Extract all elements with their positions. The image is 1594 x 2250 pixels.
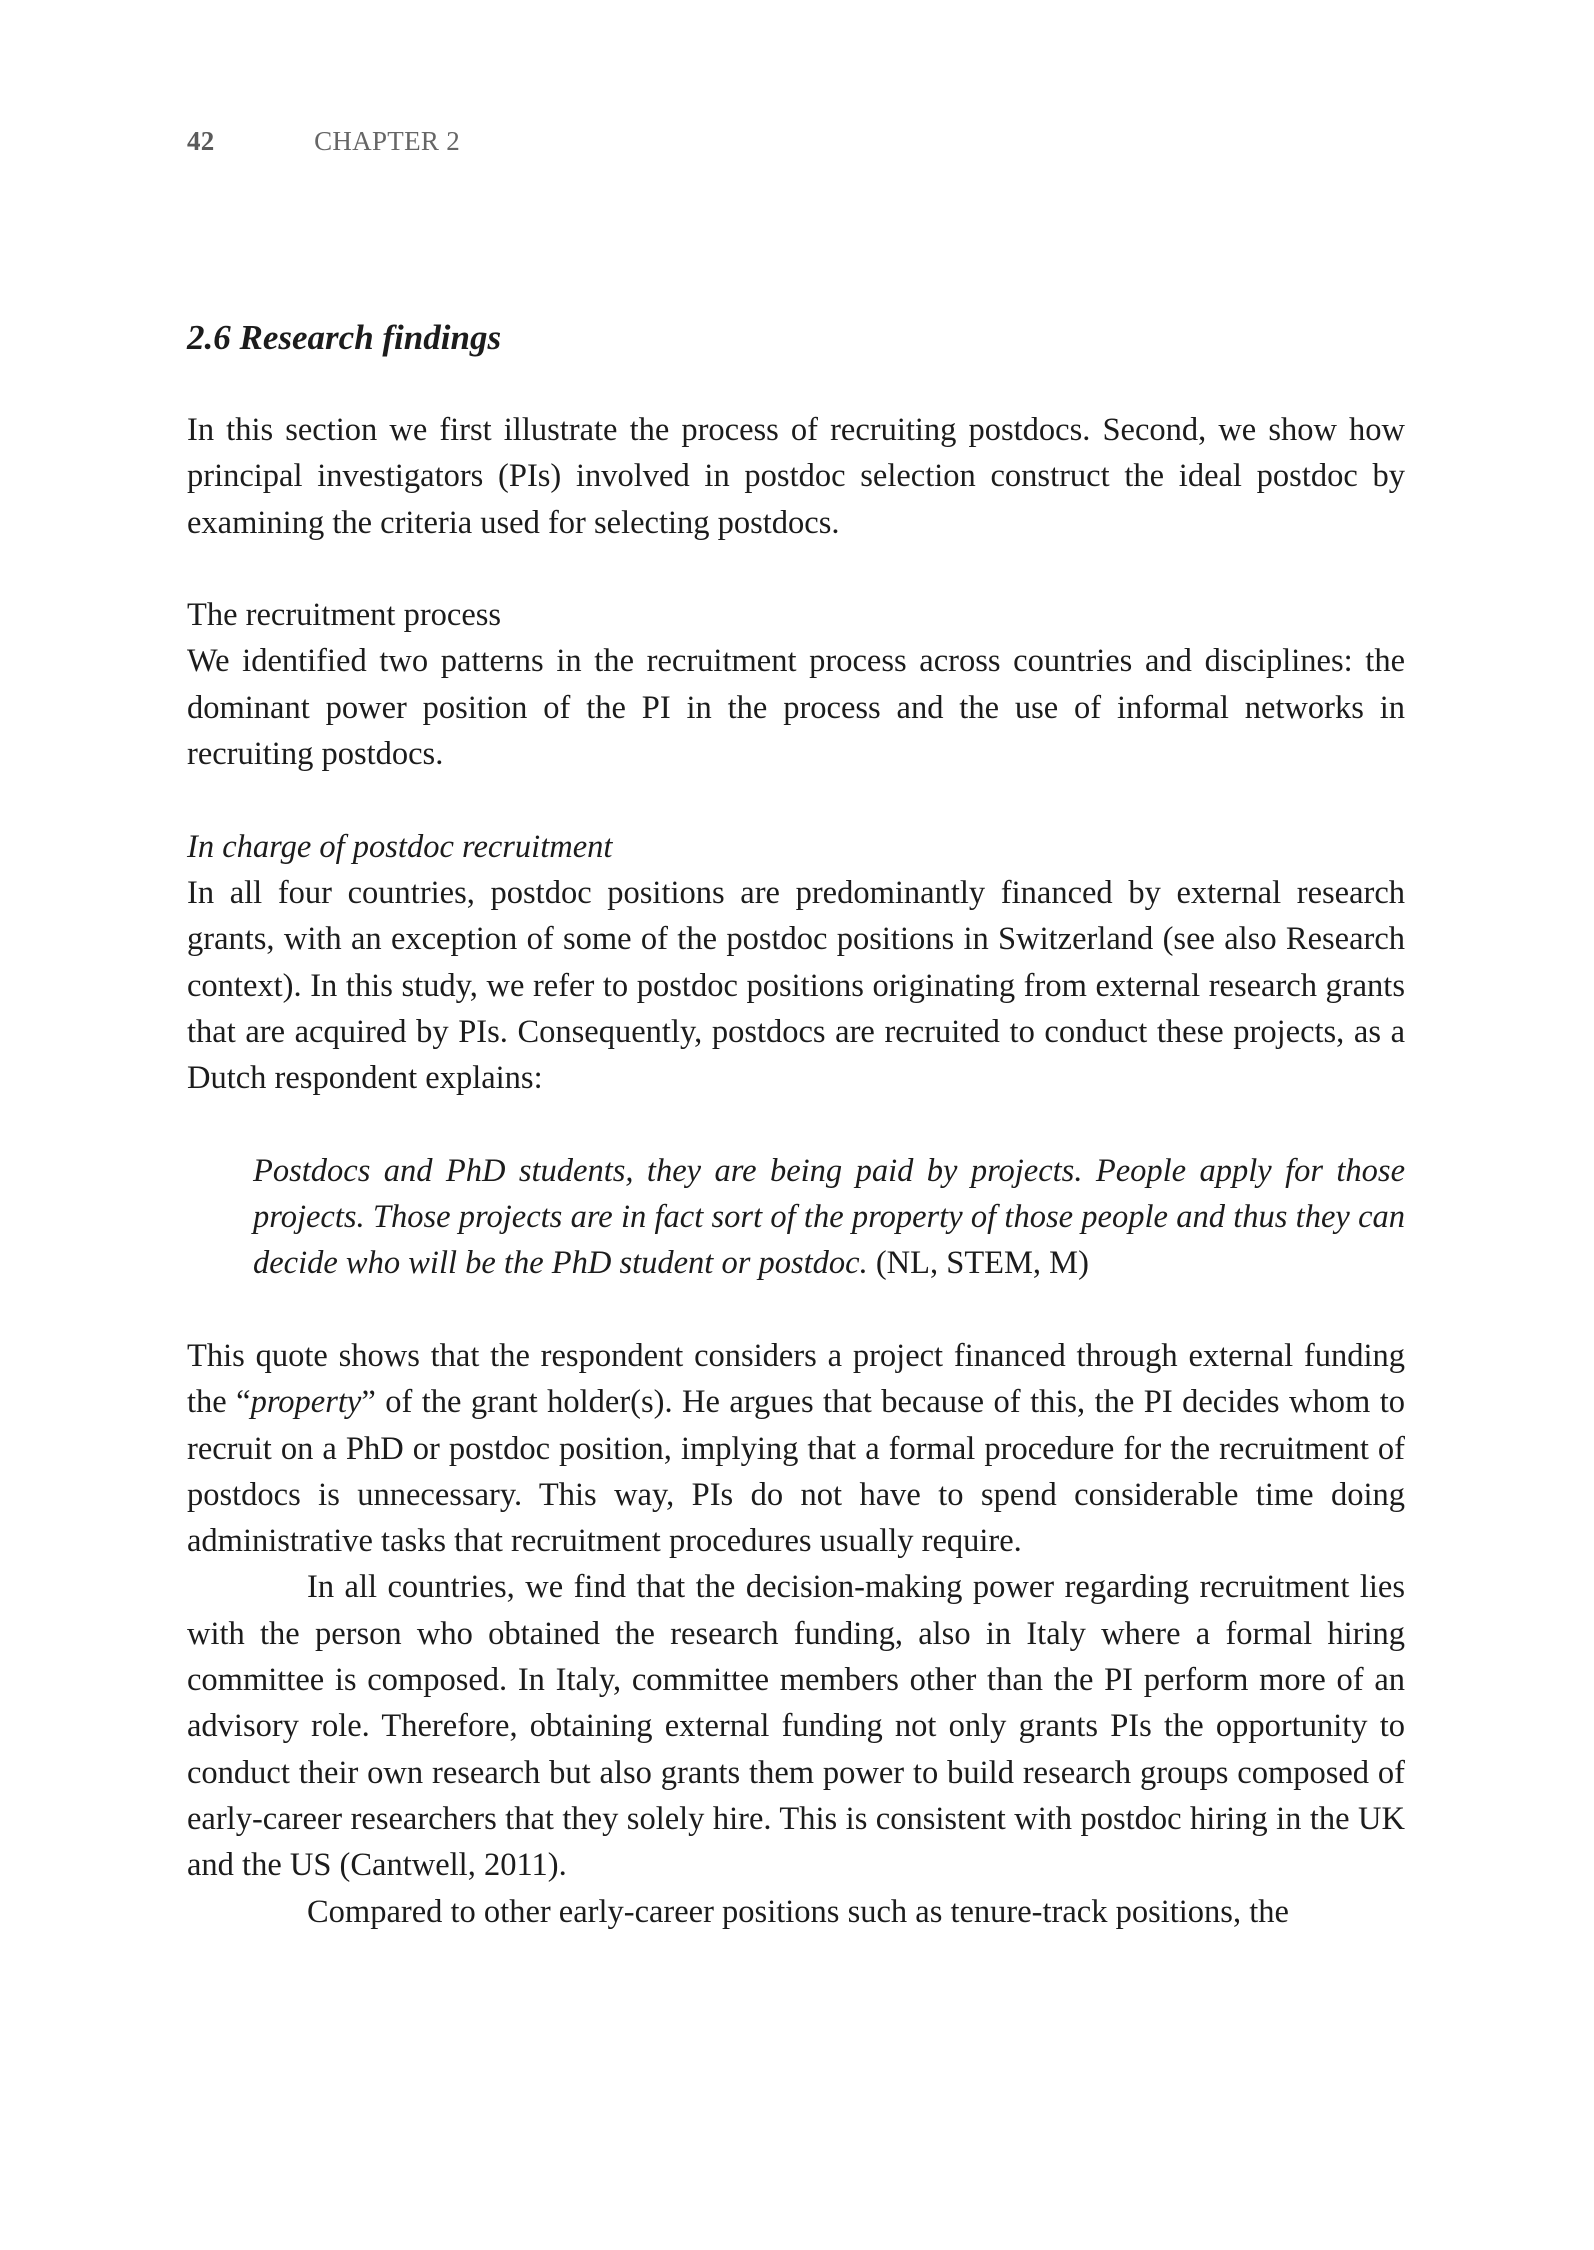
recruitment-process-heading: The recruitment process xyxy=(187,597,502,634)
analysis-p1-after: ” of the grant holder(s). He argues that because of this, the PI decides whom to recruit on a PhD or postdoc position, implying that a formal procedure for the recruitment of postdocs is unnecessary. This way, PIs do not have to spend considerable time doing administrative tasks that recruitment procedures usually require. xyxy=(187,1384,1405,1560)
quote-attribution: (NL, STEM, M) xyxy=(875,1245,1089,1282)
analysis-paragraph-3: Compared to other early-career positions such as tenure-track positions, the xyxy=(307,1893,1289,1930)
in-charge-heading: In charge of postdoc recruitment xyxy=(187,828,613,865)
running-head xyxy=(187,126,460,157)
chapter-label: CHAPTER 2 xyxy=(314,126,461,156)
in-charge-paragraph: In all four countries, postdoc positions are predominantly financed by external research grants, with an exception of some of the postdoc positions in Switzerland (see also Research context). In this study, we refer to postdoc positions originating from external research grants that are acquired by PIs. Consequently, postdocs are recruited to conduct these projects, as a Dutch respondent explains: xyxy=(187,874,1405,1097)
recruitment-process-paragraph: We identified two patterns in the recruitment process across countries and disciplines: the dominant power position of the PI in the process and the use of informal networks in recruiting postdocs. xyxy=(187,643,1405,773)
quote-text: Postdocs and PhD students, they are being paid by projects. People apply for those projects. Those projects are in fact sort of the property of those people and thus they can decide who will be the PhD student or postdoc. xyxy=(253,1152,1405,1282)
property-term: property xyxy=(250,1384,362,1421)
page-number: 42 xyxy=(187,126,215,156)
analysis-paragraph-2: In all countries, we find that the decision-making power regarding recruitment lies with the person who obtained the research funding, also in Italy where a formal hiring committee is composed. In Italy, committee members other than the PI perform more of an advisory role. Therefore, obtaining external funding not only grants PIs the opportunity to conduct their own research but also grants them power to build research groups composed of early-career researchers that they solely hire. This is consistent with postdoc hiring in the UK and the US (Cantwell, 2011). xyxy=(187,1569,1405,1884)
section-title: 2.6 Research findings xyxy=(187,318,502,357)
page-content xyxy=(187,315,1405,1935)
analysis-paragraph-1 xyxy=(187,1333,1405,1564)
analysis-p1-before: This quote shows that the respondent considers a project financed through external funding the “ xyxy=(187,1337,1405,1421)
respondent-quote xyxy=(253,1148,1405,1287)
intro-paragraph: In this section we first illustrate the process of recruiting postdocs. Second, we show how principal investigators (PIs) involved in postdoc selection construct the ideal postdoc by examining the criteria used for selecting postdocs. xyxy=(187,412,1405,541)
